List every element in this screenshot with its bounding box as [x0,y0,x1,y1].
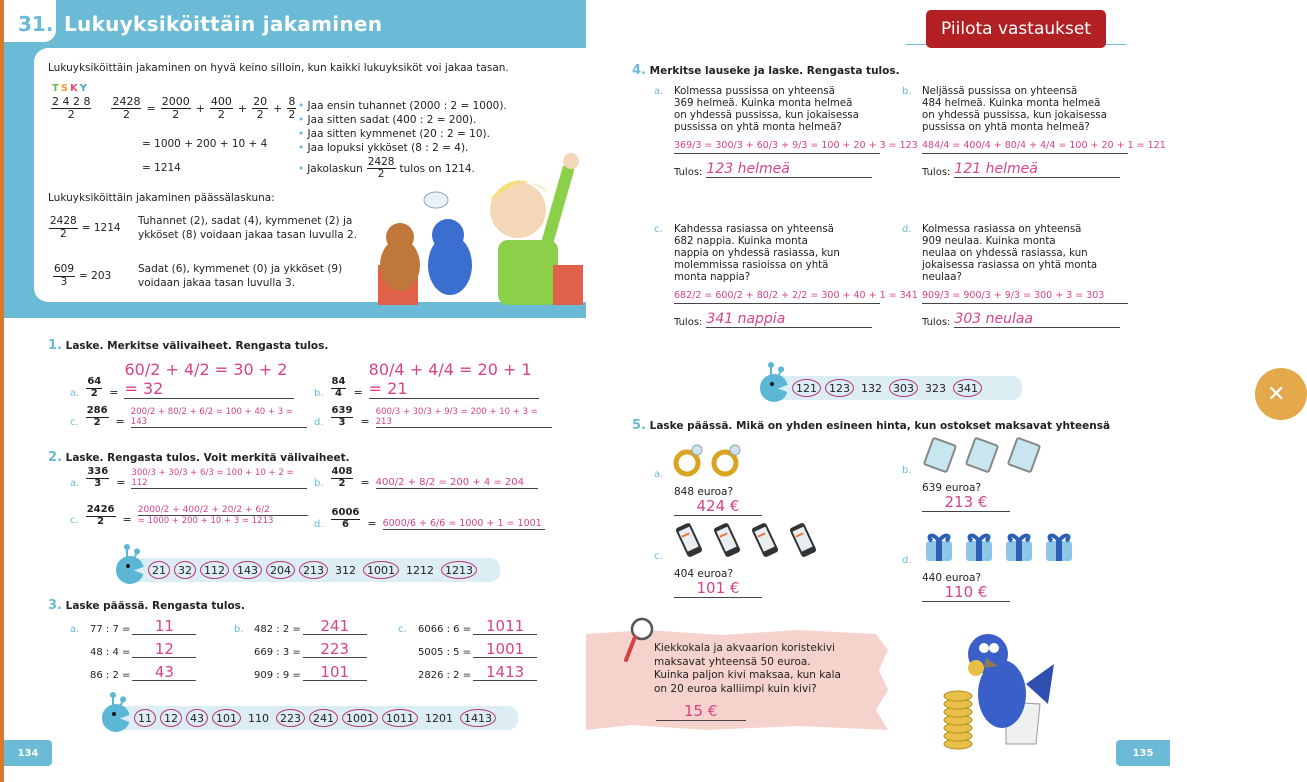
ex4-answer-bar-wrap [760,376,1022,400]
result-label: Tulos: [922,317,951,328]
problem-text: on yhdessä pussissa, kun jokaisessa [922,110,1107,121]
question: 909 : 9 = [254,670,301,681]
answer-option[interactable]: 132 [861,381,882,395]
answer-field[interactable]: 424 € [674,498,762,516]
work-field[interactable]: 369/3 = 300/3 + 60/3 + 9/3 = 100 + 20 + 3 = 123 [674,140,880,154]
ex3-row [418,641,537,658]
problem-text: neulaa? [922,272,962,283]
word-problem [902,224,1142,328]
problem-text: Kolmessa rasiassa on yhteensä [922,224,1082,235]
circled-answer[interactable]: 43 [186,709,208,727]
intro-equation: $\frac{2 4 2 8}{2}$ $\frac{2428}{2}$ = $\frac{2000}{2}$ + $\frac{400}{2}$ + $\frac{20}{2}$ + $\frac{8}{2}$ [52,95,296,121]
problem-text: Neljässä pussissa on yhteensä [922,86,1078,97]
problem-text: Kolmessa pussissa on yhteensä [674,86,835,97]
result-field[interactable]: 303 neulaa [954,312,1120,328]
circled-answer[interactable]: 1413 [460,709,496,727]
column-label: c. [398,624,407,635]
word-problem [654,86,918,178]
answer-field[interactable]: 1011 [473,618,537,635]
answer-field[interactable]: 1413 [473,664,537,681]
problem-text: nappia on yhdessä rasiassa, kun [674,248,840,259]
bug-icon [760,374,788,402]
problem-text: molemmissa rasioissa on yhtä [674,260,829,271]
page-number-left: 134 [4,740,52,766]
circled-answer[interactable]: 11 [134,709,156,727]
ex3-row [418,664,537,681]
tsky-s: S [60,83,71,94]
magnifier-icon [622,616,656,666]
ex3-row [254,618,367,635]
answer-field[interactable]: 6000/6 + 6/6 = 1000 + 1 = 1001 [383,518,545,530]
ring-icon [711,443,743,480]
answer-field[interactable]: 60/2 + 4/2 = 30 + 2 = 32 [124,360,294,399]
phone-icon [711,521,743,562]
result-field[interactable]: 341 nappia [706,312,872,328]
tablet-icon [1006,437,1042,476]
question: 48 : 4 = [90,647,131,658]
circled-answer[interactable]: 1001 [342,709,378,727]
gift-icon [1002,529,1036,566]
answer-option[interactable]: 1201 [425,711,453,725]
question: 6066 : 6 = [418,624,472,635]
ex2-item-a: a. $\frac{336}{3}$ = 300/3 + 30/3 + 6/3 = 100 + 10 + 2 = 112 [70,467,307,489]
circled-answer[interactable]: 1001 [363,561,399,579]
mental-row: $\frac{2428}{2}$ = 1214 Tuhannet (2), sadat (4), kymmenet (2) ja ykköset (8) voidaan jakaa tasan luvulla 2. [50,215,358,241]
total-price: 440 euroa? [922,572,982,584]
tsky-y: Y [79,83,90,94]
answer-option[interactable]: 110 [248,711,269,725]
answer-field[interactable]: 101 [303,664,367,681]
tablet-icon [922,437,958,476]
total-price: 404 euroa? [674,568,734,580]
ex4-heading: 4. Merkitse lauseke ja laske. Rengasta tulos. [632,63,900,78]
tsky-k: K [70,83,80,94]
item-label: b. [902,465,912,476]
shopping-item [902,440,1132,512]
ex3-row [254,641,367,658]
question: 5005 : 5 = [418,647,472,658]
intro-line2: = 1000 + 200 + 10 + 4 [142,138,268,150]
puzzle-text: Kiekkokala ja akvaarion koristekivi maksavat yhteensä 50 euroa. Kuinka paljon kivi maksaa, kun kala on 20 euroa kalliimpi kuin kivi? [654,642,841,695]
circled-answer[interactable]: 32 [174,561,196,579]
bullet: • Jakolaskun $\frac{2428}{2}$ tulos on 1214. [298,156,475,181]
part-fraction: $\frac{8}{2}$ [288,95,296,121]
ex1-item-a: a. $\frac{64}{2}$ = 60/2 + 4/2 = 30 + 2 = 32 [70,360,294,399]
column-label: a. [70,624,80,635]
circled-answer[interactable]: 241 [309,709,338,727]
result-label: Tulos: [674,317,703,328]
circled-answer[interactable]: 204 [266,561,295,579]
question: 2826 : 2 = [418,670,472,681]
answer-option[interactable]: 323 [925,381,946,395]
tsky-label [52,83,89,94]
ex3-row [90,618,196,635]
chapter-number: 31. [18,12,54,36]
shopping-item [654,526,884,598]
kid-body [498,240,558,305]
phone-icon [673,521,705,562]
problem-text: Kahdessa rasiassa on yhteensä [674,224,834,235]
word-problem [902,86,1166,178]
answer-field[interactable]: 300/3 + 30/3 + 6/3 = 100 + 10 + 2 = 112 [131,468,307,489]
item-label: d. [902,555,912,566]
gift-icon [922,529,956,566]
answer-bar [102,706,518,730]
bullet: • Jaa ensin tuhannet (2000 : 2 = 1000). [298,100,507,112]
circled-answer[interactable]: 21 [148,561,170,579]
question: 482 : 2 = [254,624,301,635]
problem-text: pussissa on yhtä monta helmeä? [922,122,1090,133]
ex1-item-b: b. $\frac{84}{4}$ = 80/4 + 4/4 = 20 + 1 = 21 [314,360,539,399]
circled-answer[interactable]: 12 [160,709,182,727]
question: 77 : 7 = [90,624,131,635]
gift-icon [1042,529,1076,566]
question: 86 : 2 = [90,670,131,681]
big-fraction: $\frac{2 4 2 8}{2}$ [52,95,91,121]
item-label: a. [654,86,664,97]
answer-field[interactable]: 101 € [674,580,762,598]
answer-field[interactable]: 400/2 + 8/2 = 200 + 4 = 204 [376,477,538,489]
coin-stack [944,691,972,749]
answer-field[interactable]: 241 [303,618,367,635]
problem-text: 484 helmeä. Kuinka monta helmeä [922,98,1101,109]
answer-field[interactable]: 200/2 + 80/2 + 6/2 = 100 + 40 + 3 = 143 [131,407,307,428]
result-field[interactable]: 121 helmeä [954,162,1120,178]
item-label: c. [654,224,663,235]
bullet: • Jaa lopuksi ykköset (8 : 2 = 4). [298,142,469,154]
problem-text: neulaa on yhdessä rasiassa, kun [922,248,1088,259]
eq-fraction: $\frac{2428}{2}$ [112,95,141,121]
answer-field[interactable]: 80/4 + 4/4 = 20 + 1 = 21 [369,360,539,399]
ex1-heading: 1. Laske. Merkitse välivaiheet. Rengasta tulos. [48,338,329,353]
ex2-heading: 2. Laske. Rengasta tulos. Voit merkitä välivaiheet. [48,450,350,465]
circled-answer[interactable]: 121 [792,379,821,397]
ex1-item-c: c. $\frac{286}{2}$ = 200/2 + 80/2 + 6/2 = 100 + 40 + 3 = 143 [70,406,307,428]
result-field[interactable]: 123 helmeä [706,162,872,178]
ex3-row [254,664,367,681]
problem-text: pussissa on yhtä monta helmeä? [674,122,842,133]
ex3-row [418,618,537,635]
answer-field[interactable]: 12 [132,641,196,658]
shopping-item [654,444,884,516]
gift-icon [962,529,996,566]
ex1-item-d: d. $\frac{639}{3}$ = 600/3 + 30/3 + 9/3 = 200 + 10 + 3 = 213 [314,406,552,428]
mental-row: $\frac{609}{3}$ = 203 Sadat (6), kymmenet (0) ja ykköset (9) voidaan jakaa tasan luvulla 3. [54,263,343,289]
bullet: • Jaa sitten sadat (400 : 2 = 200). [298,114,477,126]
problem-text: 682 nappia. Kuinka monta [674,236,808,247]
ex2-item-c: c. $\frac{2426}{2}$ = $\frac{2000/2 + 400/2 + 20/2 + 6/2}{= 1000 + 200 + 10 + 3 = 1213}$ [70,505,308,527]
problem-text: 909 neulaa. Kuinka monta [922,236,1056,247]
problem-text: monta nappia? [674,272,751,283]
answer-field[interactable]: 43 [132,664,196,681]
answer-option[interactable]: 1212 [406,563,434,577]
ex3-row [90,664,196,681]
work-field[interactable]: 909/3 = 900/3 + 9/3 = 300 + 3 = 303 [922,290,1128,304]
word-problem [654,224,918,328]
ex3-row [90,641,196,658]
hide-answers-button[interactable]: Piilota vastaukset [926,10,1106,48]
intro-line3: = 1214 [142,162,181,174]
circled-answer[interactable]: 112 [200,561,229,579]
answer-field[interactable]: 223 [303,641,367,658]
thought-bubble [424,192,448,208]
bird-coins-illustration [936,624,1066,754]
ex2-item-b: b. $\frac{408}{2}$ = 400/2 + 8/2 = 200 + 4 = 204 [314,467,538,489]
problem-text: jokaisessa rasiassa on yhtä monta [922,260,1098,271]
work-field[interactable]: 682/2 = 600/2 + 80/2 + 2/2 = 300 + 40 + 1 = 341 [674,290,880,304]
phone-icon [787,521,819,562]
circled-answer[interactable]: 1011 [382,709,418,727]
part-fraction: $\frac{2000}{2}$ [161,95,190,121]
total-price: 848 euroa? [674,486,734,498]
part-fraction: $\frac{20}{2}$ [253,95,268,121]
mental-title: Lukuyksiköittäin jakaminen päässälaskuna: [48,192,275,204]
answer-field[interactable]: 110 € [922,584,1010,602]
total-price: 639 euroa? [922,482,982,494]
kids-illustration [378,145,586,305]
answer-field[interactable]: 213 € [922,494,1010,512]
chapter-title: Lukuyksiköittäin jakaminen [64,12,383,36]
work-field[interactable]: 484/4 = 400/4 + 80/4 + 4/4 = 100 + 20 + 1 = 121 [922,140,1128,154]
item-label: b. [902,86,912,97]
answer-option[interactable]: 312 [335,563,356,577]
page-number-right: 135 [1116,740,1170,766]
item-label: c. [654,551,663,562]
circled-answer[interactable]: 303 [889,379,918,397]
circled-answer[interactable]: 223 [276,709,305,727]
circled-answer[interactable]: 341 [953,379,982,397]
ex2-answer-bar-wrap [116,558,500,582]
column-label: b. [234,624,244,635]
answer-bar [760,376,1022,400]
ex3-heading: 3. Laske päässä. Rengasta tulos. [48,598,245,613]
answer-field[interactable]: 11 [132,618,196,635]
tsky-t: T [52,83,61,94]
circled-answer[interactable]: 1213 [441,561,477,579]
phone-icon [749,521,781,562]
ring-icon [673,443,705,480]
result-label: Tulos: [922,167,951,178]
ex5-heading: 5. Laske päässä. Mikä on yhden esineen hinta, kun ostokset maksavat yhteensä [632,418,1111,433]
circled-answer[interactable]: 213 [299,561,328,579]
answer-field-cont[interactable]: = 1000 + 200 + 10 + 3 = 1213 [137,516,274,526]
bullet: • Jaa sitten kymmenet (20 : 2 = 10). [298,128,490,140]
result-label: Tulos: [674,167,703,178]
nav-close-button[interactable] [1255,368,1307,420]
answer-field[interactable]: 2000/2 + 400/2 + 20/2 + 6/2 [138,505,308,516]
close-icon: ✕ [1267,381,1286,407]
item-label: a. [654,469,664,480]
question: 669 : 3 = [254,647,301,658]
part-fraction: $\frac{400}{2}$ [210,95,232,121]
puzzle-answer[interactable]: 15 € [656,702,746,721]
problem-text: on yhdessä pussissa, kun jokaisessa [674,110,859,121]
ex2-item-d: d. $\frac{6006}{6}$ = 6000/6 + 6/6 = 1000 + 1 = 1001 [314,508,545,530]
bug-icon [102,704,130,732]
tablet-icon [964,437,1000,476]
intro-lead: Lukuyksiköittäin jakaminen on hyvä keino silloin, kun kaikki lukuyksiköt voi jakaa tasan. [48,62,509,74]
answer-bar [116,558,500,582]
ex3-answer-bar-wrap [102,706,518,730]
answer-field[interactable]: 600/3 + 30/3 + 9/3 = 200 + 10 + 3 = 213 [376,407,552,428]
circled-answer[interactable]: 101 [212,709,241,727]
bug-icon [116,556,144,584]
problem-text: 369 helmeä. Kuinka monta helmeä [674,98,853,109]
circled-answer[interactable]: 143 [233,561,262,579]
circled-answer[interactable]: 123 [825,379,854,397]
shopping-item [902,530,1132,602]
answer-field[interactable]: 1001 [473,641,537,658]
item-label: d. [902,224,912,235]
